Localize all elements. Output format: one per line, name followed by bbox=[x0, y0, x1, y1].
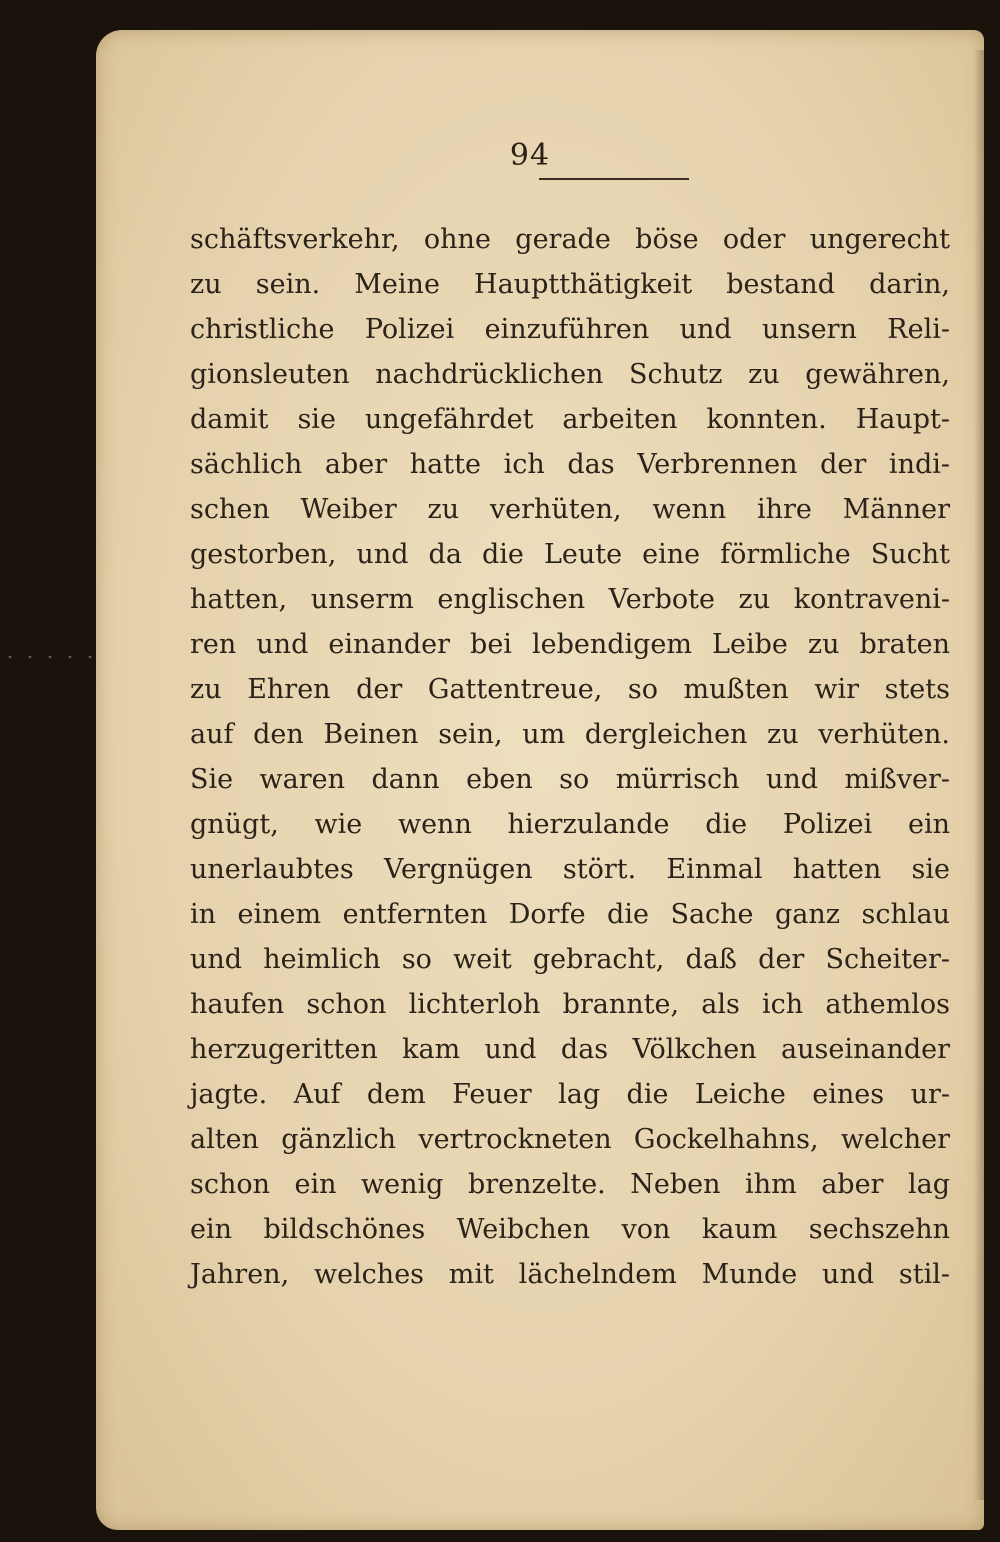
page-edge-shadow bbox=[974, 50, 984, 1500]
text-line: hatten, unserm englischen Verbote zu kontraveni- bbox=[190, 584, 950, 615]
text-line: ein bildschönes Weibchen von kaum sechszehn bbox=[190, 1214, 950, 1245]
text-line: schäftsverkehr, ohne gerade böse oder ungerecht bbox=[190, 224, 950, 255]
text-line: schen Weiber zu verhüten, wenn ihre Männer bbox=[190, 494, 950, 525]
text-line: christliche Polizei einzuführen und unsern Reli- bbox=[190, 314, 950, 345]
text-line: herzugeritten kam und das Völkchen auseinander bbox=[190, 1034, 950, 1065]
text-line: und heimlich so weit gebracht, daß der Scheiter- bbox=[190, 944, 950, 975]
text-line: sächlich aber hatte ich das Verbrennen der indi- bbox=[190, 449, 950, 480]
text-line: unerlaubtes Vergnügen stört. Einmal hatten sie bbox=[190, 854, 950, 885]
header-rule bbox=[539, 178, 689, 180]
text-line: gnügt, wie wenn hierzulande die Polizei ein bbox=[190, 809, 950, 840]
text-line: auf den Beinen sein, um dergleichen zu verhüten. bbox=[190, 719, 950, 750]
page-number: 94 bbox=[509, 138, 551, 173]
text-line: ren und einander bei lebendigem Leibe zu braten bbox=[190, 629, 950, 660]
text-line: in einem entfernten Dorfe die Sache ganz schlau bbox=[190, 899, 950, 930]
text-line: jagte. Auf dem Feuer lag die Leiche eines ur- bbox=[190, 1079, 950, 1110]
text-line: zu sein. Meine Hauptthätigkeit bestand darin, bbox=[190, 269, 950, 300]
background-dots bbox=[0, 655, 96, 659]
text-line: gestorben, und da die Leute eine förmliche Sucht bbox=[190, 539, 950, 570]
text-line: alten gänzlich vertrockneten Gockelhahns, welcher bbox=[190, 1124, 950, 1155]
text-line: Jahren, welches mit lächelndem Munde und stil- bbox=[190, 1259, 950, 1290]
text-line: schon ein wenig brenzelte. Neben ihm aber lag bbox=[190, 1169, 950, 1200]
text-line: gionsleuten nachdrücklichen Schutz zu gewähren, bbox=[190, 359, 950, 390]
text-line: damit sie ungefährdet arbeiten konnten. Haupt- bbox=[190, 404, 950, 435]
text-line: haufen schon lichterloh brannte, als ich athemlos bbox=[190, 989, 950, 1020]
text-line: zu Ehren der Gattentreue, so mußten wir stets bbox=[190, 674, 950, 705]
text-line: Sie waren dann eben so mürrisch und mißver- bbox=[190, 764, 950, 795]
